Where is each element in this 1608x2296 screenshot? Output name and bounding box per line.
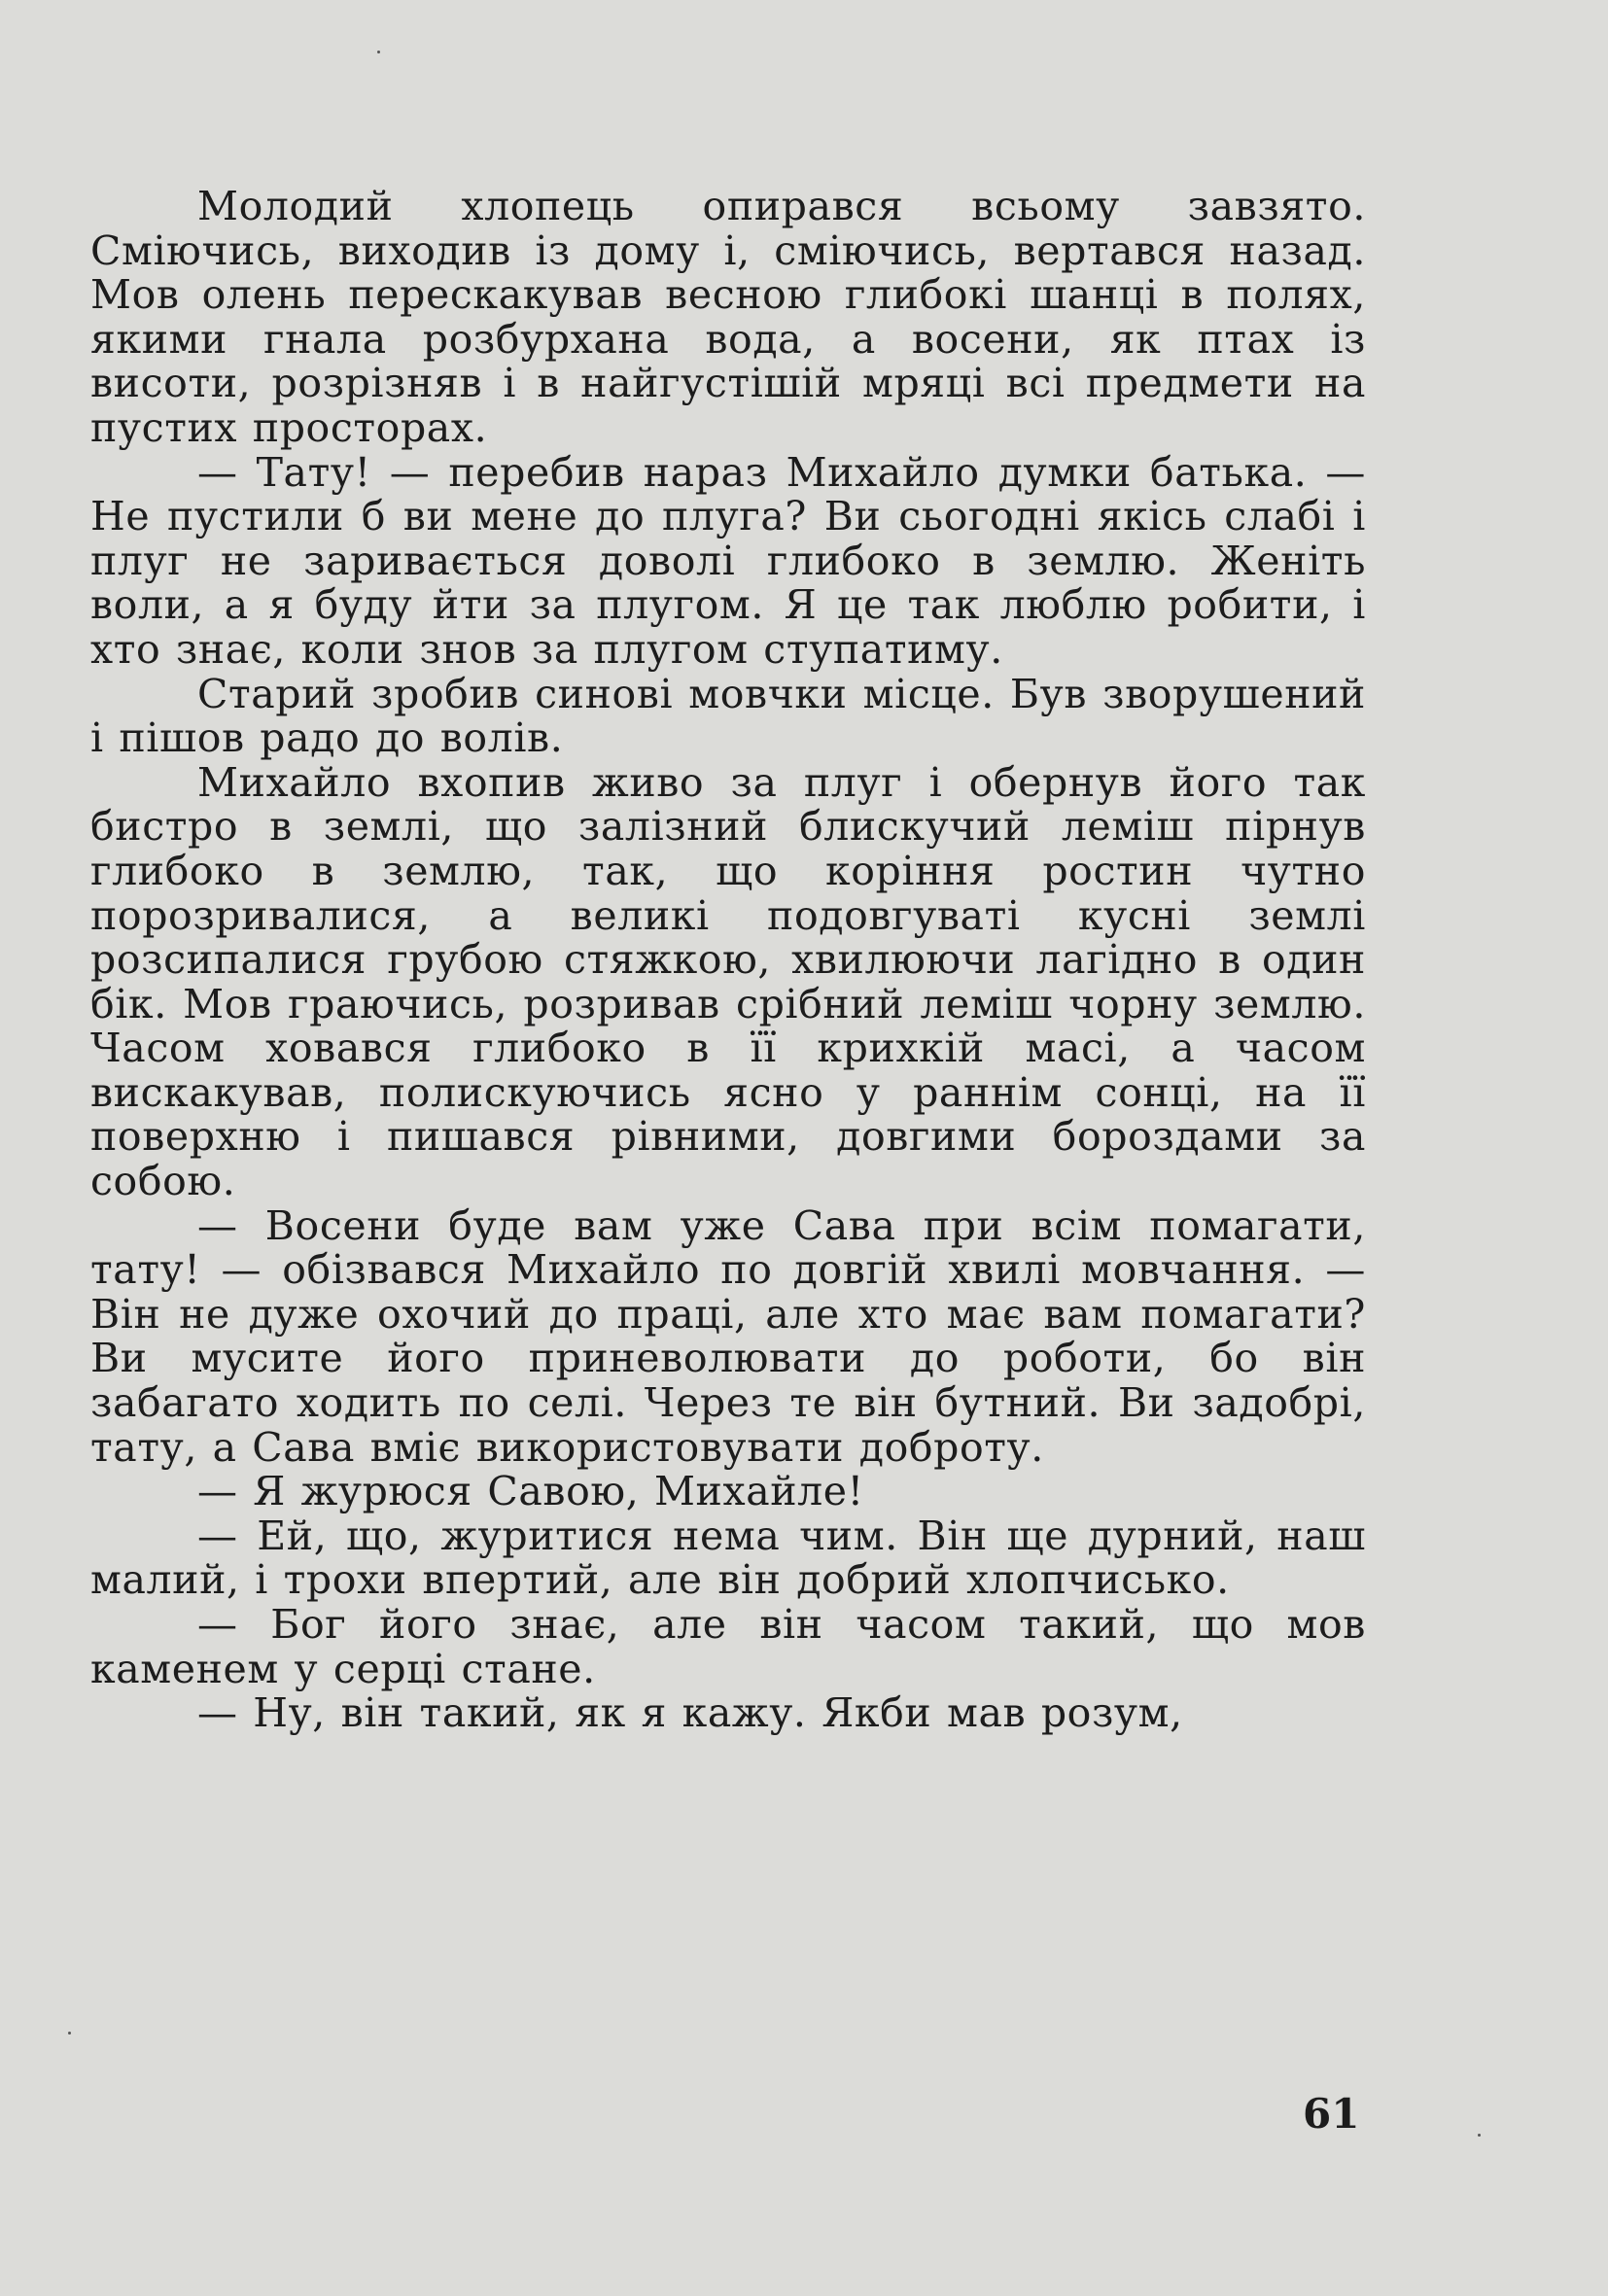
- paragraph-6: — Я журюся Савою, Михайле!: [197, 1468, 864, 1515]
- page-number: 61: [1303, 2090, 1360, 2138]
- paragraph-3: Старий зробив синові мовчки місце. Був зворушений і пішов радо до волів.: [90, 670, 1366, 762]
- paragraph-7: — Ей, що, журитися нема чим. Він ще дурний, наш малий, і трохи впертий, але він добрий хлопчисько.: [90, 1512, 1366, 1604]
- paragraph-1: Молодий хлопець опирався всьому завзято. Сміючись, виходив із дому і, сміючись, вертався назад. Мов олень перескакував весною глибокі шанці в полях, якими гнала розбурхана вода, а восени, як птах із висоти, розрізняв і в найгустішій мряці всі предмети на пустих просторах.: [90, 183, 1366, 451]
- paper-speck: [377, 51, 380, 53]
- paragraph-9: — Ну, він такий, як я кажу. Якби мав розум,: [197, 1689, 1183, 1737]
- paper-speck: [68, 2032, 71, 2035]
- paragraph-8: — Бог його знає, але він часом такий, що мов каменем у серці стане.: [90, 1601, 1366, 1692]
- body-text: [90, 185, 1366, 1736]
- paragraph-2: — Тату! — перебив нараз Михайло думки батька. — Не пустили б ви мене до плуга? Ви сьогодні якісь слабі і плуг не заривається доволі глибоко в землю. Женіть воли, а я буду йти за плугом. Я це так люблю робити, і хто знає, коли знов за плугом ступатиму.: [90, 448, 1366, 673]
- paragraph-5: — Восени буде вам уже Сава при всім помагати, тату! — обізвався Михайло по довгій хвилі мовчання. — Він не дуже охочий до праці, але хто має вам помагати? Ви мусите його приневолювати до роботи, бо він забагато ходить по селі. Через те він бутний. Ви задобрі, тату, а Сава вміє використовувати доброту.: [90, 1201, 1366, 1471]
- paragraph-4: Михайло вхопив живо за плуг і обернув його так бистро в землі, що залізний блискучий леміш пірнув глибоко в землю, так, що коріння ростин чутно порозривалися, а великі подовгуваті кусні землі розсипалися грубою стяжкою, хвилюючи лагідно в один бік. Мов граючись, розривав срібний леміш чорну землю. Часом ховався глибоко в її крихкій масі, а часом вискакував, полискуючись ясно у раннім сонці, на її поверхню і пишався рівними, довгими бороздами за собою.: [90, 758, 1366, 1205]
- paper-speck: [1478, 2134, 1481, 2137]
